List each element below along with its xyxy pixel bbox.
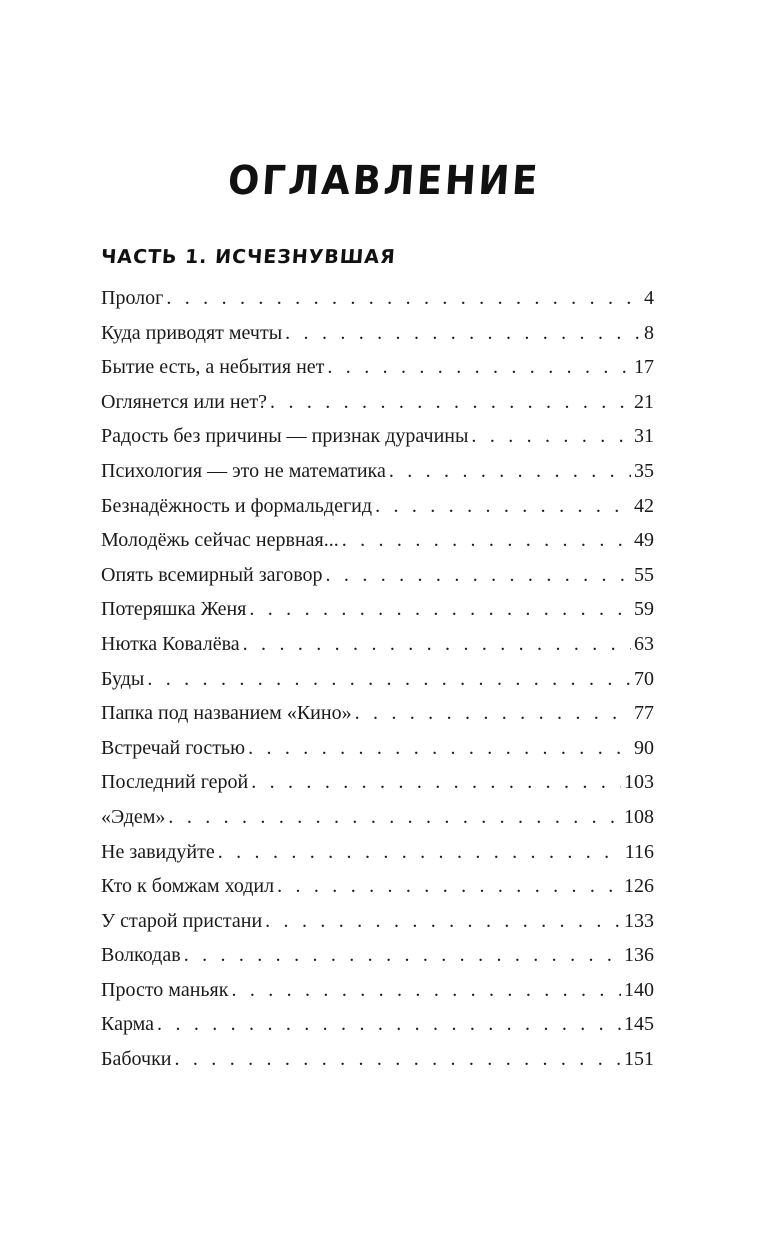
toc-entry-page-number: 108 xyxy=(624,805,654,828)
toc-entry-page-number: 103 xyxy=(624,771,654,794)
toc-entry xyxy=(101,627,654,662)
toc-entry-title: Молодёжь сейчас нервная... xyxy=(101,529,339,552)
toc-entry xyxy=(101,904,654,939)
toc-entry-page-number: 59 xyxy=(634,598,654,621)
toc-entry-page-number: 42 xyxy=(634,494,654,517)
toc-entry-title: Буды xyxy=(101,667,145,690)
toc-entry-title: Радость без причины — признак дурачины xyxy=(101,425,469,448)
toc-entry-page-number: 49 xyxy=(634,529,654,552)
dot-leader xyxy=(327,350,631,385)
toc-entry-page-number: 151 xyxy=(624,1048,654,1071)
toc-entry-page-number: 21 xyxy=(634,390,654,413)
toc-entry-page-number: 31 xyxy=(634,425,654,448)
dot-leader xyxy=(147,662,631,697)
toc-entry-title: Опять всемирный заговор xyxy=(101,563,323,586)
toc-entry-title: Карма xyxy=(101,1013,155,1036)
dot-leader xyxy=(231,973,621,1008)
toc-entry-title: У старой пристани xyxy=(101,909,263,932)
toc-entry xyxy=(101,489,654,524)
toc-entry-title: Кто к бомжам ходил xyxy=(101,875,275,898)
dot-leader xyxy=(277,869,621,904)
toc-entry-title: Безнадёжность и формальдегид xyxy=(101,494,373,517)
dot-leader xyxy=(285,316,641,351)
dot-leader xyxy=(157,1007,621,1042)
dot-leader xyxy=(251,765,621,800)
toc-entry-page-number: 136 xyxy=(624,944,654,967)
toc-entry-page-number: 55 xyxy=(634,563,654,586)
toc-entry-title: Пролог xyxy=(101,287,164,309)
dot-leader xyxy=(184,938,621,973)
toc-entry xyxy=(101,558,654,593)
toc-entry-page-number: 17 xyxy=(634,356,654,379)
toc-entry-title: Оглянется или нет? xyxy=(101,390,268,413)
toc-entry xyxy=(101,973,654,1008)
toc-entry-title: Нютка Ковалёва xyxy=(101,632,240,655)
dot-leader xyxy=(243,627,631,662)
toc-entry-title: Не завидуйте xyxy=(101,840,215,863)
toc-list xyxy=(101,281,654,1077)
dot-leader xyxy=(342,523,631,558)
toc-entry xyxy=(101,835,654,870)
toc-entry-page-number: 126 xyxy=(624,875,654,898)
toc-entry xyxy=(101,350,654,385)
toc-entry xyxy=(101,1007,654,1042)
toc-entry xyxy=(101,662,654,697)
toc-entry-title: Потеряшка Женя xyxy=(101,598,247,621)
toc-entry xyxy=(101,869,654,904)
dot-leader xyxy=(175,1042,622,1077)
dot-leader xyxy=(265,904,621,939)
toc-entry-page-number: 70 xyxy=(634,667,654,690)
dot-leader xyxy=(326,558,631,593)
dot-leader xyxy=(270,385,631,420)
toc-entry-page-number: 90 xyxy=(634,736,654,759)
toc-entry-title: Последний герой xyxy=(101,771,249,794)
toc-entry-title: Просто маньяк xyxy=(101,978,229,1001)
page-title: ОГЛАВЛЕНИЕ xyxy=(226,158,542,204)
toc-entry-page-number: 145 xyxy=(624,1013,654,1036)
toc-entry xyxy=(101,281,654,316)
toc-entry-title: Психология — это не математика xyxy=(101,459,386,482)
toc-entry-page-number: 35 xyxy=(634,459,654,482)
toc-entry-page-number: 77 xyxy=(634,702,654,725)
toc-entry xyxy=(101,765,654,800)
toc-entry xyxy=(101,938,654,973)
toc-entry-page-number: 140 xyxy=(624,978,654,1001)
dot-leader xyxy=(218,835,622,870)
dot-leader xyxy=(168,800,621,835)
toc-entry xyxy=(101,1042,654,1077)
toc-entry xyxy=(101,731,654,766)
toc-entry-page-number: 8 xyxy=(644,321,654,344)
toc-entry-title: Бабочки xyxy=(101,1048,172,1071)
dot-leader xyxy=(166,281,641,316)
toc-entry-title: Встречай гостью xyxy=(101,736,246,759)
toc-entry-title: Папка под названием «Кино» xyxy=(101,702,352,725)
dot-leader xyxy=(248,731,631,766)
toc-entry xyxy=(101,316,654,351)
toc-entry-page-number: 116 xyxy=(624,840,654,863)
dot-leader xyxy=(249,592,631,627)
toc-entry xyxy=(101,800,654,835)
toc-entry-title: «Эдем» xyxy=(101,805,166,828)
dot-leader xyxy=(471,419,631,454)
toc-entry xyxy=(101,419,654,454)
toc-entry xyxy=(101,592,654,627)
dot-leader xyxy=(375,489,631,524)
toc-entry xyxy=(101,454,654,489)
toc-entry-title: Бытие есть, а небытия нет xyxy=(101,356,325,379)
toc-entry-page-number: 63 xyxy=(634,632,654,655)
toc-entry xyxy=(101,696,654,731)
toc-entry xyxy=(101,385,654,420)
toc-entry-title: Куда приводят мечты xyxy=(101,321,283,344)
dot-leader xyxy=(389,454,631,489)
toc-entry-title: Волкодав xyxy=(101,944,181,967)
part-heading: ЧАСТЬ 1. ИСЧЕЗНУВШАЯ xyxy=(100,246,397,268)
toc-entry-page-number: 4 xyxy=(644,287,654,309)
toc-entry xyxy=(101,523,654,558)
toc-entry-page-number: 133 xyxy=(624,909,654,932)
dot-leader xyxy=(355,696,631,731)
